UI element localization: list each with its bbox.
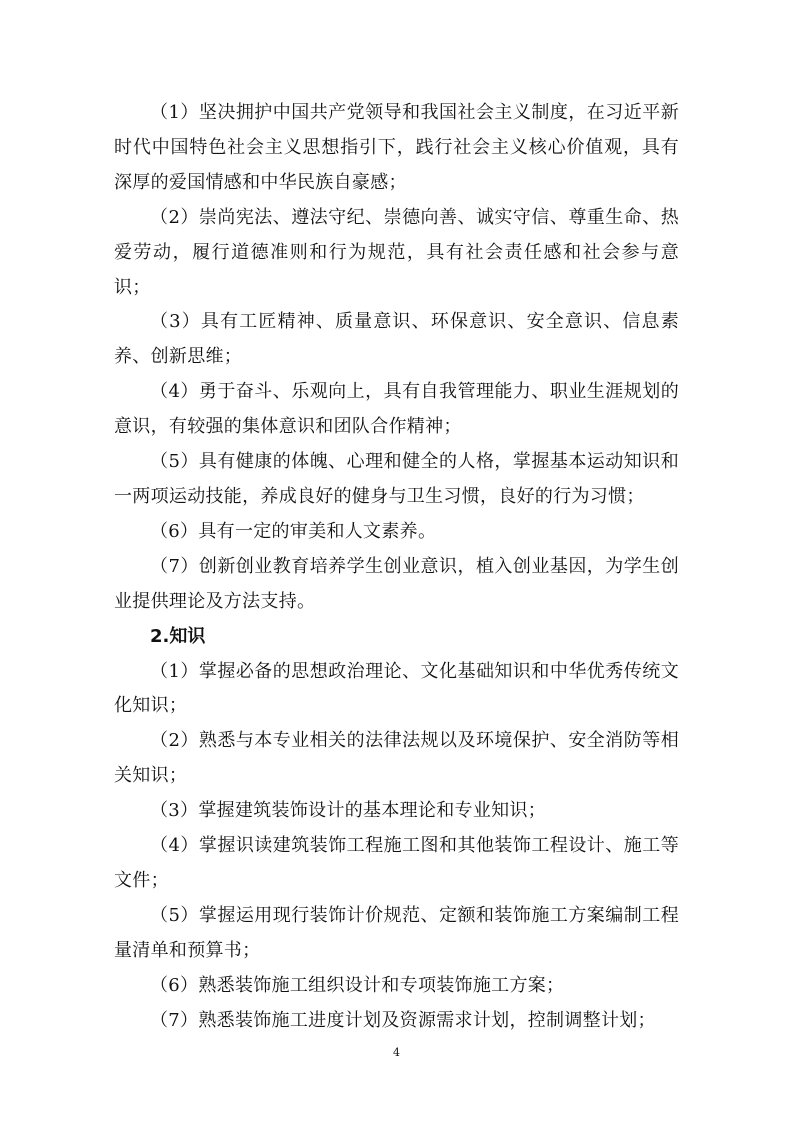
body-text bbox=[114, 96, 679, 1038]
knowledge-item-4: （4）掌握识读建筑装饰工程施工图和其他装饰工程设计、施工等文件； bbox=[114, 835, 679, 891]
page-number: 4 bbox=[393, 1046, 400, 1059]
quality-item-3: （3）具有工匠精神、质量意识、环保意识、安全意识、信息素养、创新思维； bbox=[114, 311, 679, 368]
knowledge-item-3: （3）掌握建筑装饰设计的基本理论和专业知识； bbox=[150, 800, 547, 822]
knowledge-item-6: （6）熟悉装饰施工组织设计和专项装饰施工方案； bbox=[150, 974, 565, 996]
section-heading-knowledge: 2.知识 bbox=[150, 625, 206, 647]
quality-item-7: （7）创新创业教育培养学生创业意识，植入创业基因，为学生创业提供理论及方法支持。 bbox=[114, 555, 679, 612]
knowledge-item-1: （1）掌握必备的思想政治理论、文化基础知识和中华优秀传统文化知识； bbox=[114, 660, 679, 717]
quality-item-4: （4）勇于奋斗、乐观向上，具有自我管理能力、职业生涯规划的意识，有较强的集体意识和团队合作精神； bbox=[114, 381, 679, 438]
quality-item-1: （1）坚决拥护中国共产党领导和我国社会主义制度，在习近平新时代中国特色社会主义思想指引下，践行社会主义核心价值观，具有深厚的爱国情感和中华民族自豪感； bbox=[114, 102, 679, 193]
quality-item-2: （2）崇尚宪法、遵法守纪、崇德向善、诚实守信、尊重生命、热爱劳动，履行道德准则和行为规范，具有社会责任感和社会参与意识； bbox=[114, 206, 679, 298]
knowledge-item-7: （7）熟悉装饰施工进度计划及资源需求计划，控制调整计划； bbox=[150, 1009, 656, 1031]
knowledge-item-2: （2）熟悉与本专业相关的法律法规以及环境保护、安全消防等相关知识； bbox=[114, 730, 679, 787]
quality-item-6: （6）具有一定的审美和人文素养。 bbox=[150, 520, 437, 542]
quality-item-5: （5）具有健康的体魄、心理和健全的人格，掌握基本运动知识和一两项运动技能，养成良好的健身与卫生习惯，良好的行为习惯； bbox=[114, 451, 679, 507]
knowledge-item-5: （5）掌握运用现行装饰计价规范、定额和装饰施工方案编制工程量清单和预算书； bbox=[114, 904, 679, 961]
